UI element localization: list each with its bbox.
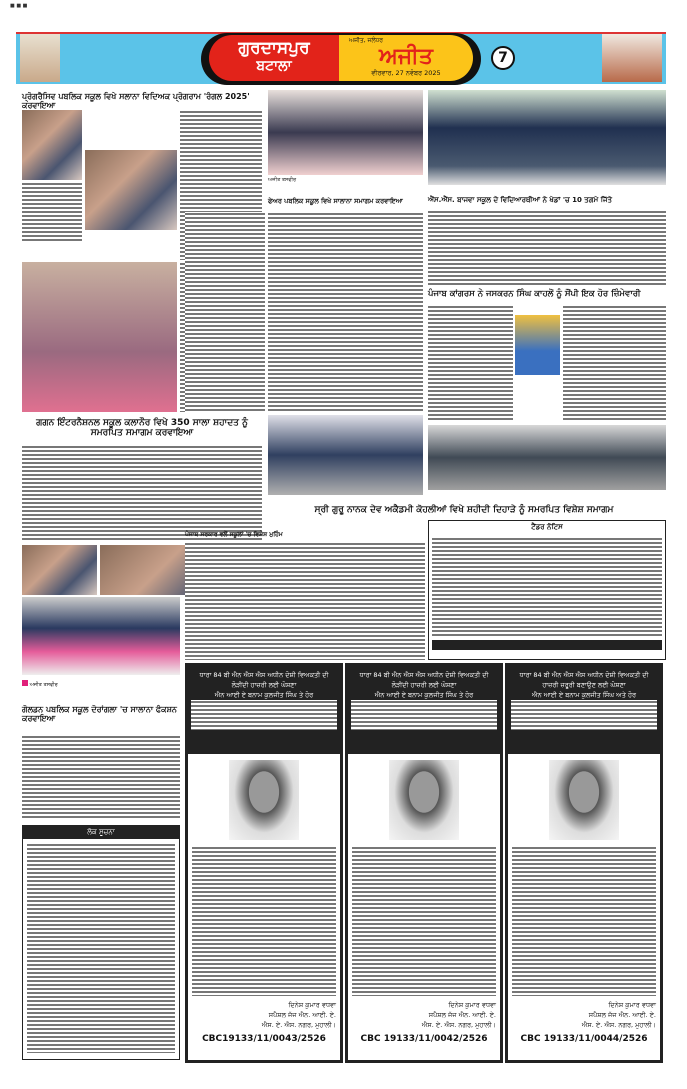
classified-title: ਲੋਕ ਸੂਚਨਾ <box>23 826 179 839</box>
notice-case: ਐਨ ਆਈ ਏ ਬਨਾਮ ਕੁਲਜੀਤ ਸਿੰਘ ਤੇ ਹੋਰ <box>374 691 474 699</box>
news-photo <box>428 90 666 185</box>
headline-golden-school: ਗੋਲਡਨ ਪਬਲਿਕ ਸਕੂਲ ਦੋਰਾਂਗਲਾ 'ਚ ਸਾਲਾਨਾ ਫੰਕਸ਼ਨ ਕਰਵਾਇਆ <box>22 705 177 724</box>
notice-code: CBC 19133/11/0042/2526 <box>360 1034 488 1044</box>
court-notice <box>505 663 663 1063</box>
judge-post: ਸਪੈਸ਼ਲ ਜੱਜ ਐਨ. ਆਈ. ਏ. <box>268 1011 336 1019</box>
news-photo <box>268 415 423 495</box>
headline-bajwa-school: ਐੱਸ.ਐੱਸ. ਬਾਜਵਾ ਸਕੂਲ ਦੇ ਵਿਦਿਆਰਥੀਆਂ ਨੇ ਖੇਡਾਂ 'ਚ 10 ਤਗਮੇ ਜਿੱਤੇ <box>428 196 613 204</box>
headline-congress: ਪੰਜਾਬ ਕਾਂਗਰਸ ਨੇ ਜਸਕਰਨ ਸਿੰਘ ਕਾਹਲੋਂ ਨੂੰ ਸੌਂਪੀ ਇਕ ਹੋਰ ਜ਼ਿੰਮੇਵਾਰੀ <box>428 289 641 299</box>
article-text <box>563 305 666 420</box>
masthead-logo <box>201 33 481 85</box>
headline-govt-schools: ਪੰਜਾਬ ਸਰਕਾਰ ਵਲੋਂ ਸਕੂਲਾਂ 'ਚ ਵਿਸ਼ੇਸ਼ ਮੁਹਿੰਮ <box>185 531 283 538</box>
notice-title: ਧਾਰਾ 84 ਬੀ ਐਨ ਐਸ ਐਸ ਅਧੀਨ ਦੋਸ਼ੀ ਵਿਅਕਤੀ ਦੀ ਲੋੜੀਂਦੀ ਹਾਜ਼ਰੀ ਲਈ ਘੋਸ਼ਣਾ <box>199 671 329 689</box>
accused-photo <box>229 760 299 840</box>
judge-name: ਦਿਨੇਸ਼ ਕੁਮਾਰ ਵਧਵਾ <box>288 1001 336 1009</box>
court-notice <box>185 663 343 1063</box>
notice-case: ਐਨ ਆਈ ਏ ਬਨਾਮ ਕੁਲਜੀਤ ਸਿੰਘ ਤੇ ਹੋਰ <box>214 691 314 699</box>
portrait-photo <box>515 315 560 375</box>
accused-photo <box>549 760 619 840</box>
headline-guru-nanak-academy: ਸ੍ਰੀ ਗੁਰੂ ਨਾਨਕ ਦੇਵ ਅਕੈਡਮੀ ਕੋਹਲੀਆਂ ਵਿਖੇ ਸ਼ਹੀਦੀ ਦਿਹਾੜੇ ਨੂੰ ਸਮਰਪਿਤ ਵਿਸ਼ੇਸ਼ ਸਮਾਗਮ <box>314 505 614 515</box>
issue-date: ਵੀਰਵਾਰ, 27 ਨਵੰਬਰ 2025 <box>371 69 441 77</box>
notice-code: CBC19133/11/0043/2526 <box>202 1034 326 1044</box>
judge-place: ਐਸ. ਏ. ਐਸ. ਨਗਰ, ਮੁਹਾਲੀ। <box>581 1021 656 1029</box>
classified-notice <box>22 825 180 1060</box>
brand-name: ਅਜੀਤ <box>379 44 433 69</box>
accused-photo <box>389 760 459 840</box>
judge-post: ਸਪੈਸ਼ਲ ਜੱਜ ਐਨ. ਆਈ. ਏ. <box>428 1011 496 1019</box>
article-text <box>185 542 425 660</box>
headline-fair-school: ਫੇਅਰ ਪਬਲਿਕ ਸਕੂਲ ਵਿਖੇ ਸਾਲਾਨਾ ਸਮਾਗਮ ਕਰਵਾਇਆ <box>268 197 403 205</box>
news-photo <box>22 110 82 180</box>
article-text <box>185 212 265 412</box>
building-image <box>602 34 662 82</box>
court-notice <box>345 663 503 1063</box>
article-text <box>22 182 82 242</box>
tender-title: ਟੈਂਡਰ ਨੋਟਿਸ <box>531 523 563 531</box>
edition-name: ਗੁਰਦਾਸਪੁਰ <box>238 38 310 58</box>
news-photo <box>428 425 666 490</box>
gurdwara-image <box>20 34 60 82</box>
news-photo <box>268 90 423 175</box>
article-text <box>428 305 513 420</box>
brand-city: ਅਜੀਤ, ਜਲੰਧਰ <box>349 37 384 44</box>
print-slug: ■ ■ ■ <box>10 3 28 9</box>
masthead <box>16 32 666 84</box>
judge-post: ਸਪੈਸ਼ਲ ਜੱਜ ਐਨ. ਆਈ. ਏ. <box>588 1011 656 1019</box>
notice-title: ਧਾਰਾ 84 ਬੀ ਐਨ ਐਸ ਐਸ ਅਧੀਨ ਦੋਸ਼ੀ ਵਿਅਕਤੀ ਦੀ ਹਾਜ਼ਰੀ ਜ਼ਰੂਰੀ ਬਣਾਉਣ ਲਈ ਘੋਸ਼ਣਾ <box>519 671 649 689</box>
article-text <box>268 212 423 412</box>
headline-progressive-school: ਪ੍ਰੋਗਰੈਸਿਵ ਪਬਲਿਕ ਸਕੂਲ ਵਿਖੇ ਸਲਾਨਾ ਵਿਦਿਅਕ ਪ੍ਰੋਗਰਾਮ 'ਰੰਗਲ 2025' ਕਰਵਾਇਆ <box>22 92 250 111</box>
judge-place: ਐਸ. ਏ. ਐਸ. ਨਗਰ, ਮੁਹਾਲੀ। <box>261 1021 336 1029</box>
page-number: 7 <box>491 46 515 70</box>
news-photo <box>22 545 97 595</box>
article-text <box>22 445 262 540</box>
news-photo <box>22 262 177 412</box>
judge-place: ਐਸ. ਏ. ਐਸ. ਨਗਰ, ਮੁਹਾਲੀ। <box>421 1021 496 1029</box>
photo-caption: ਅਜੀਤ ਤਸਵੀਰ <box>22 680 180 689</box>
article-text <box>22 735 180 820</box>
notice-code: CBC 19133/11/0044/2526 <box>520 1034 648 1044</box>
judge-name: ਦਿਨੇਸ਼ ਕੁਮਾਰ ਵਧਵਾ <box>448 1001 496 1009</box>
news-photo <box>85 150 177 230</box>
notice-case: ਐਨ ਆਈ ਏ ਬਨਾਮ ਕੁਲਜੀਤ ਸਿੰਘ ਅਤੇ ਹੋਰ <box>532 691 636 699</box>
article-text <box>428 210 666 285</box>
judge-name: ਦਿਨੇਸ਼ ਕੁਮਾਰ ਵਧਵਾ <box>608 1001 656 1009</box>
notice-title: ਧਾਰਾ 84 ਬੀ ਐਨ ਐਸ ਐਸ ਅਧੀਨ ਦੋਸ਼ੀ ਵਿਅਕਤੀ ਦੀ ਲੋੜੀਂਦੀ ਹਾਜ਼ਰੀ ਲਈ ਘੋਸ਼ਣਾ <box>359 671 489 689</box>
news-photo <box>22 597 180 675</box>
headline-gagan-school: ਗਗਨ ਇੰਟਰਨੈਸ਼ਨਲ ਸਕੂਲ ਕਲਾਨੌਰ ਵਿਖੇ 350 ਸਾਲਾ ਸ਼ਹਾਦਤ ਨੂੰ ਸਮਰਪਿਤ ਸਮਾਗਮ ਕਰਵਾਇਆ <box>36 418 248 439</box>
photo-caption: ਅਜੀਤ ਤਸਵੀਰ <box>268 177 297 183</box>
tender-notice <box>428 520 666 660</box>
edition-subname: ਬਟਾਲਾ <box>256 58 292 74</box>
